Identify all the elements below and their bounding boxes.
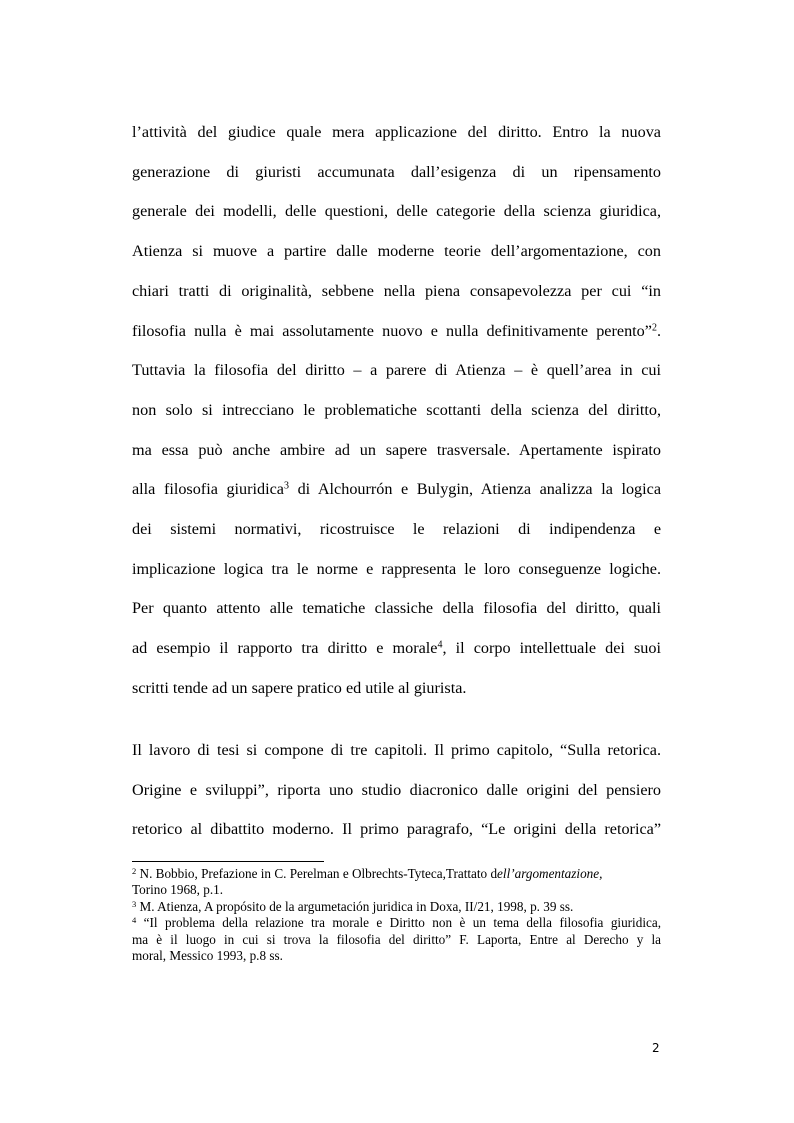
footnote-ref-2: 2 (651, 322, 657, 334)
footnote-separator (132, 861, 324, 862)
text-segment: alla filosofia giuridica (132, 480, 284, 499)
text-segment: di Alchourrón e Bulygin, Atienza analizza la logica (289, 480, 662, 499)
text-line: generale dei modelli, delle questioni, delle categorie della scienza giuridica, (132, 202, 661, 221)
text-line: Atienza si muove a partire dalle moderne teorie dell’argomentazione, con (132, 242, 661, 261)
text-line: chiari tratti di originalità, sebbene nella piena consapevolezza per cui “in (132, 281, 661, 300)
footnotes (132, 866, 661, 964)
text-line-with-footnote-3 (132, 470, 661, 510)
footnote-italic-text: ell’argomentazione, (497, 866, 603, 881)
body-paragraph-1 (132, 113, 661, 709)
text-segment: filosofia nulla è mai assolutamente nuovo e nulla definitivamente perento” (132, 321, 652, 340)
text-line: generazione di giuristi accumunata dall’esigenza di un ripensamento (132, 162, 661, 181)
text-line: Il lavoro di tesi si compone di tre capitoli. Il primo capitolo, “Sulla retorica. (132, 741, 661, 759)
footnote-ref-3: 3 (284, 480, 289, 492)
text-segment: ad esempio il rapporto tra diritto e morale (132, 639, 438, 658)
footnote-number: 4 (132, 915, 137, 926)
text-line-with-footnote-2 (132, 312, 661, 352)
text-line: dei sistemi normativi, ricostruisce le relazioni di indipendenza e (132, 520, 661, 539)
text-line: Origine e sviluppi”, riporta uno studio diacronico dalle origini del pensiero (132, 780, 661, 799)
text-line: Tuttavia la filosofia del diritto – a parere di Atienza – è quell’area in cui (132, 361, 661, 380)
footnote-number: 2 (132, 866, 137, 877)
footnote-4-continuation: ma è il luogo in cui si trova la filosofia del diritto” F. Laporta, Entre al Derecho y la (132, 931, 661, 947)
text-line: scritti tende ad un sapere pratico ed utile al giurista. (132, 678, 467, 697)
text-line: non solo si intrecciano le problematiche scottanti della scienza del diritto, (132, 400, 661, 419)
text-line: retorico al dibattito moderno. Il primo paragrafo, “Le origini della retorica” (132, 820, 661, 839)
footnote-text: M. Atienza, A propósito de la argumetación juridica in Doxa, II/21, 1998, p. 39 ss. (136, 898, 574, 914)
page-number: 2 (652, 1041, 660, 1055)
footnote-2-continuation: Torino 1968, p.1. (132, 882, 224, 898)
footnote-text: “Il problema della relazione tra morale e Diritto non è un tema della filosofia giuridica, (136, 915, 661, 931)
text-line-with-footnote-4 (132, 629, 661, 669)
footnote-text: N. Bobbio, Prefazione in C. Perelman e Olbrechts-Tyteca,Trattato d (136, 866, 498, 881)
period: . (656, 321, 661, 340)
footnote-ref-4: 4 (437, 639, 443, 651)
footnote-4-continuation: moral, Messico 1993, p.8 ss. (132, 948, 283, 964)
body-paragraph-2 (132, 731, 661, 850)
text-segment: , il corpo intellettuale dei suoi (442, 639, 661, 658)
text-line: l’attività del giudice quale mera applicazione del diritto. Entro la nuova (132, 123, 661, 141)
footnote-number: 3 (132, 899, 137, 909)
footnote-4 (132, 915, 661, 931)
footnote-3 (132, 899, 661, 915)
footnote-2 (132, 866, 661, 882)
text-line: implicazione logica tra le norme e rappresenta le loro conseguenze logiche. (132, 559, 661, 578)
text-line: Per quanto attento alle tematiche classiche della filosofia del diritto, quali (132, 599, 661, 618)
text-line: ma essa può anche ambire ad un sapere trasversale. Apertamente ispirato (132, 440, 661, 459)
